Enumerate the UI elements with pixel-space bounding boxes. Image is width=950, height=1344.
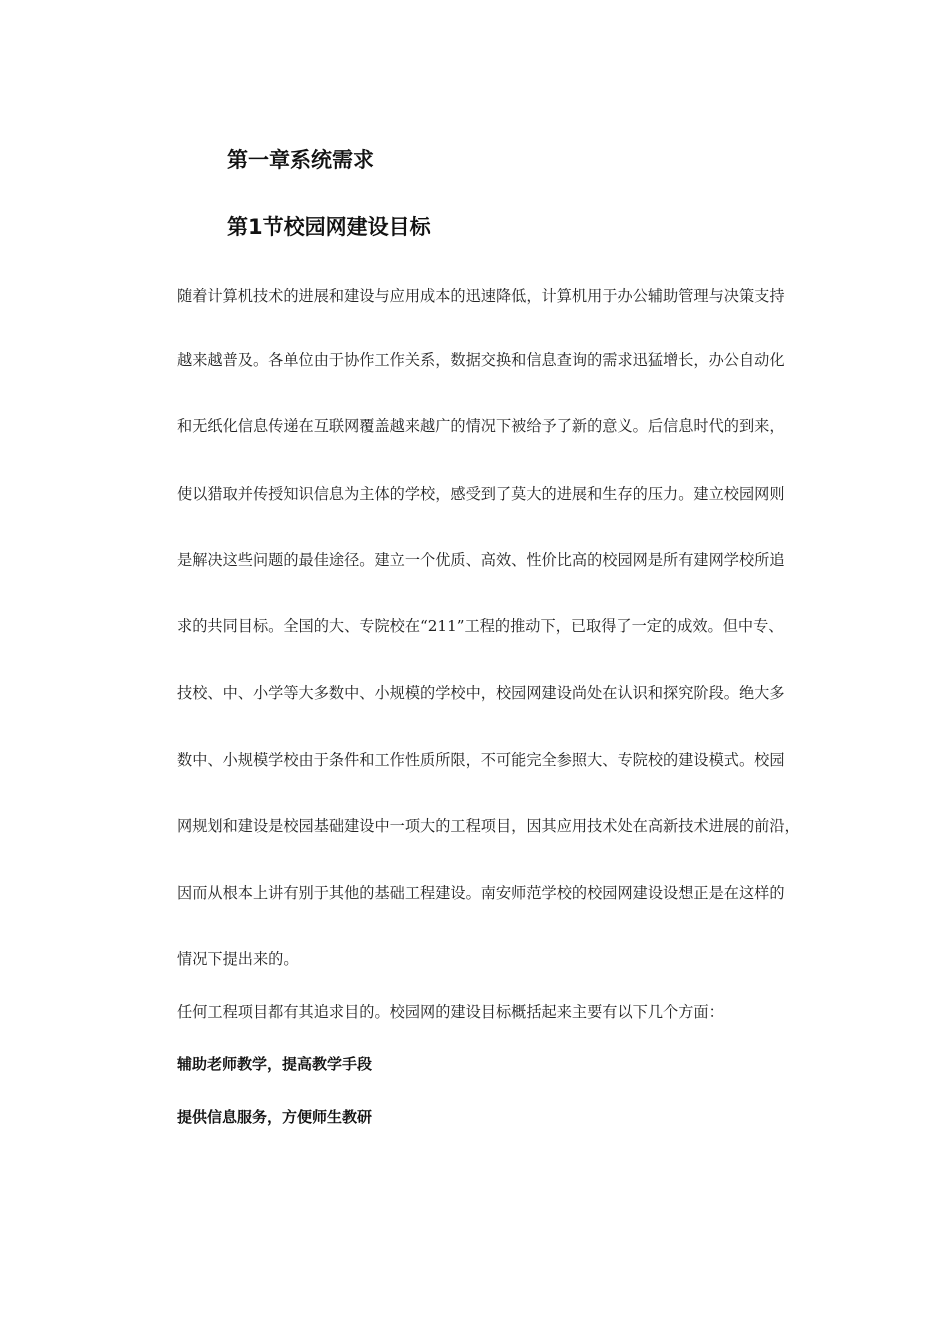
paragraph-line: 随着计算机技术的进展和建设与应用成本的迅速降低，计算机用于办公辅助管理与决策支持 xyxy=(177,287,785,305)
paragraph-line: 是解决这些问题的最佳途径。建立一个优质、高效、性价比高的校园网是所有建网学校所追 xyxy=(177,551,785,569)
paragraph-line: 技校、中、小学等大多数中、小规模的学校中，校园网建设尚处在认识和探究阶段。绝大多 xyxy=(177,684,785,702)
paragraph-line: 越来越普及。各单位由于协作工作关系，数据交换和信息查询的需求迅猛增长，办公自动化 xyxy=(177,351,785,369)
intro-line: 任何工程项目都有其追求目的。校园网的建设目标概括起来主要有以下几个方面： xyxy=(177,1003,724,1021)
goal-item: 辅助老师教学，提高教学手段 xyxy=(177,1055,373,1073)
goal-item: 提供信息服务，方便师生教研 xyxy=(177,1108,373,1126)
chapter-title: 第一章系统需求 xyxy=(227,148,374,172)
section-title: 第1节校园网建设目标 xyxy=(227,215,431,239)
paragraph-line: 和无纸化信息传递在互联网覆盖越来越广的情况下被给予了新的意义。后信息时代的到来， xyxy=(177,417,785,435)
paragraph-line: 情况下提出来的。 xyxy=(177,950,299,968)
paragraph-line: 因而从根本上讲有别于其他的基础工程建设。南安师范学校的校园网建设设想正是在这样的 xyxy=(177,884,785,902)
paragraph-line: 网规划和建设是校园基础建设中一项大的工程项目，因其应用技术处在高新技术进展的前沿， xyxy=(177,817,800,835)
paragraph-line: 使以猎取并传授知识信息为主体的学校，感受到了莫大的进展和生存的压力。建立校园网则 xyxy=(177,485,785,503)
paragraph-line: 求的共同目标。全国的大、专院校在“211”工程的推动下，已取得了一定的成效。但中专、 xyxy=(177,617,784,635)
paragraph-line: 数中、小规模学校由于条件和工作性质所限，不可能完全参照大、专院校的建设模式。校园 xyxy=(177,751,785,769)
